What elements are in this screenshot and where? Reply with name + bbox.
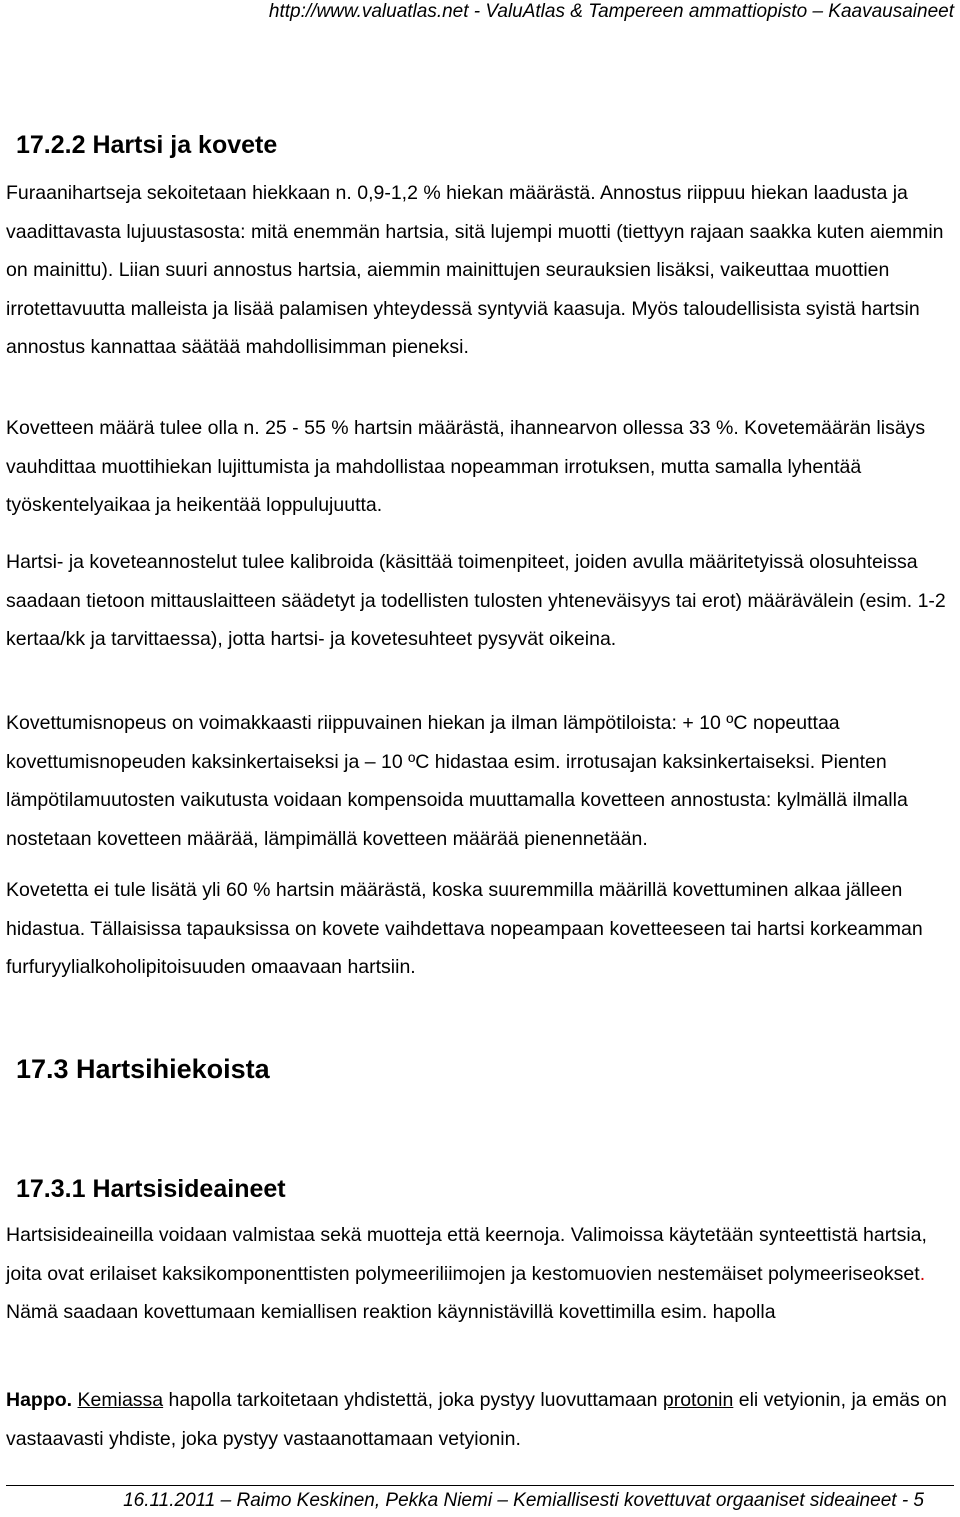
- paragraph-resin-dosage: Furaanihartseja sekoitetaan hiekkaan n. 0,9-1,2 % hiekan määrästä. Annostus riippuu hiekan laadusta ja vaadittavasta lujuustasosta: mitä enemmän hartsia, sitä lujempi muotti (tiettyyn rajaan saakka kuten aiemmin on mainittu). Liian suuri annostus hartsia, aiemmin mainittujen seurauksien lisäksi, vaikeuttaa muottien irrotettavuutta malleista ja lisää palamisen yhteydessä syntyviä kaasuja. Myös taloudellisista syistä hartsin annostus kannattaa säätää mahdollisimman pieneksi.: [6, 182, 944, 358]
- paragraph-resin-binders: [6, 1216, 956, 1332]
- paragraph-calibration: Hartsi- ja koveteannostelut tulee kalibroida (käsittää toimenpiteet, joiden avulla määritetyissä olosuhteissa saadaan tietoon mittauslaitteen säädetyt ja todellisten tulosten yhteneväisyys tai erot) määrävälein (esim. 1-2 kertaa/kk ja tarvittaessa), jotta hartsi- ja kovetesuhteet pysyvät oikeina.: [6, 551, 946, 650]
- heading-17-3: 17.3 Hartsihiekoista: [16, 1054, 270, 1084]
- resin-binders-text-2: Nämä saadaan kovettumaan kemiallisen reaktion käynnistävillä kovettimilla esim. hapolla: [6, 1301, 776, 1323]
- resin-binders-text-1: Hartsisideaineilla voidaan valmistaa sekä muotteja että keernoja. Valimoissa käytetään synteettistä hartsia, joita ovat erilaiset kaksikomponenttisten polymeeriliimojen ja kestomuovien nestemäiset polymeeriseokset: [6, 1224, 927, 1285]
- heading-17-3-1: 17.3.1 Hartsisideaineet: [16, 1175, 286, 1203]
- link-protonin[interactable]: protonin: [662, 1389, 734, 1411]
- link-kemiassa[interactable]: Kemiassa: [77, 1389, 164, 1411]
- page-footer: 16.11.2011 – Raimo Keskinen, Pekka Niemi – Kemiallisesti kovettuvat orgaaniset sideaineet - 5: [123, 1490, 924, 1511]
- page-header: http://www.valuatlas.net - ValuAtlas & Tampereen ammattiopisto – Kaavausaineet: [268, 1, 954, 22]
- acid-text-end: eli vetyionin, ja emäs on vastaavasti yhdiste, joka pystyy vastaanottamaan vetyionin.: [6, 1389, 947, 1450]
- term-acid: Happo.: [6, 1389, 73, 1411]
- heading-17-2-2: 17.2.2 Hartsi ja kovete: [16, 131, 278, 159]
- paragraph-hardener-limit: Kovetetta ei tule lisätä yli 60 % hartsin määrästä, koska suuremmilla määrillä kovettuminen alkaa jälleen hidastua. Tällaisissa tapauksissa on kovete vaihdettava nopeampaan kovetteeseen tai hartsi korkeamman furfuryylialkoholipitoisuuden omaavaan hartsiin.: [6, 879, 923, 978]
- paragraph-hardener-amount: Kovetteen määrä tulee olla n. 25 - 55 % hartsin määrästä, ihannearvon ollessa 33 %. Kovetemäärän lisäys vauhdittaa muottihiekan lujittumista ja mahdollistaa nopeamman irrotuksen, mutta samalla lyhentää työskentelyaikaa ja heikentää loppulujuutta.: [6, 417, 926, 516]
- red-period: .: [919, 1262, 926, 1285]
- paragraph-curing-speed: Kovettumisnopeus on voimakkaasti riippuvainen hiekan ja ilman lämpötiloista: + 10 ºC nopeuttaa kovettumisnopeuden kaksinkertaiseksi ja – 10 ºC hidastaa esim. irrotusajan kaksinkertaiseksi. Pienten lämpötilamuutosten vaikutusta voidaan kompensoida muuttamalla kovetteen annostusta: kylmällä ilmalla nostetaan kovetteen määrää, lämpimällä kovetteen määrää pienennetään.: [6, 712, 908, 850]
- acid-text-mid: hapolla tarkoitetaan yhdistettä, joka pystyy luovuttamaan: [163, 1389, 663, 1411]
- paragraph-acid-definition: [6, 1381, 956, 1458]
- footer-divider: [6, 1485, 954, 1486]
